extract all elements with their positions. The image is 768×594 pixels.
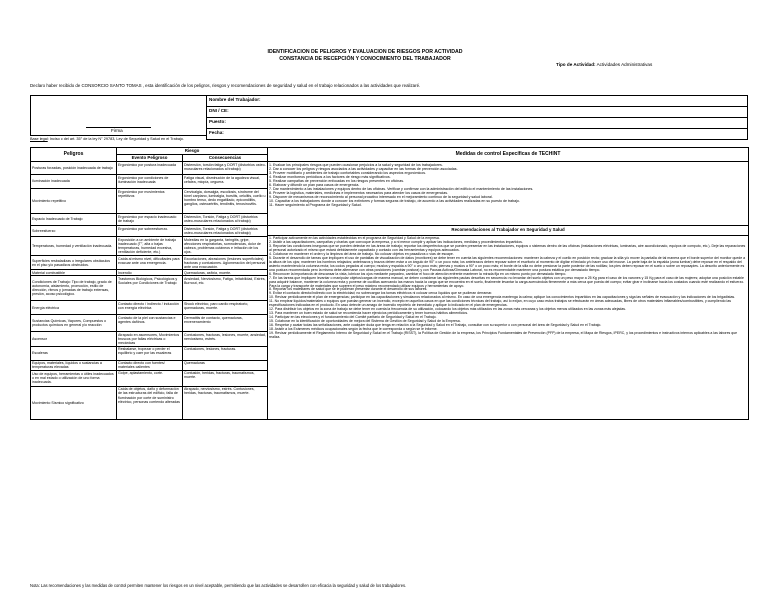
consecuencia-cell: Fatiga visual, disminución de la agudeza visual, cefalea, miopía, ceguera. [183,175,268,189]
activity-type [556,62,652,67]
peligro-cell: Superficies resbaladizas o irregulares obstáculos en el piso y/o pasadizos obstruidos. [31,256,117,270]
consecuencia-cell: Distensión, torsión fatiga y DORT (disturbios osteo-musculares relacionados al trabajo) [183,162,268,175]
peligro-cell: Espacio Inadecuado de Trabajo [31,214,117,226]
consecuencia-cell: Contusión, heridas, fracturas, traumatismos, muerte. [183,370,268,386]
recomendacion-item: 3. Reportar las condiciones inseguras que se pueden detectar en las áreas de trabajo; reportar los desperfectos que se pueden presentar en las instalaciones, equipos o sistemas dentro de las oficinas (instalaciones eléctricas, luminarias, aire acondicionado, equipos de computo, etc.). Deje las reparaciones al personal autorizado el mismo que estará debidamente capacitado y contado con las herramientas y equipos adecuados. [269,244,746,252]
recomendacion-item: 14. Participar en las elecciones y el funcionamiento del Comité paritario de Seguridad y Salud en el Trabajo. [269,315,437,320]
recomendacion-item: 5. Durante el desarrollo de tareas que impliquen el uso de pantallas de visualización de datos (monitores) se debe tener en cuenta las siguientes recomendaciones: mantener la cabeza y el cuello en posición recta; graduar la silla y/o mover la pantalla de tal manera que el borde superior del monitor quede a la altura de los ojos; mantener los hombros relajados; antebrazos y brazos deben estar a un ángulo de 90° o un poco más; los antebrazos deben reposar sobre el escritorio al momento de digitar el teclado y/o hacer uso del mouse. La parte baja de la espalda (zona lumbar) debe reposar en el respaldo del asiento manteniendo la columna recta; los codos pegados al cuerpo; muslos y espalda a 90° o un poco más; piernas y muslos a 90° o un poco más; el borde de la silla no debe presionar la parte posterior de las rodillas; los pies deben reposar en el suelo o sobre un reposapies. La descrito anteriormente es una postura recomendada pero la misma debe alternarse con otras posiciones (cambiar postura) y con Pausas Activas/Gimnasia Laboral, no es recomendable mantener una postura estática por demasiado tiempo. [269,255,746,272]
medida-item: 7. Dar mantenimiento a las instalaciones y equipos dentro de las oficinas. Verificar y confirmar con la administración del edificio el mantenimiento de las instalaciones. [269,187,534,192]
consecuencia-cell: Contusiones, lesiones, fracturas. [183,346,268,360]
medida-item: 3. Proveer mobiliario y ambientes de trabajo confortables considerando los aspectos ergonómicos. [269,170,427,175]
peligro-cell: Equipos, materiales, líquidos o sustancias a temperaturas elevadas [31,360,117,370]
evento-cell: Ergonómico por movimientos repetitivos [117,189,183,214]
base-legal [30,137,184,141]
recomendacion-item: 4. Colaborar en mantener el orden y la limpieza del área de trabajo. No colocar objetos en pasadizos o vías de escape. [269,251,454,256]
evento-cell: Ergonómico por postura inadecuada [117,162,183,175]
peligro-cell: Movimiento Sísmico significativo [31,386,117,419]
recomendacion-item: 9. Evitar el contacto directo/indirecto con la electricidad; no sobrecargar los tomas eléctricos ni colocar cerca líquidos que se pudieran derramar. [269,291,493,296]
worker-dni-field[interactable] [207,107,748,118]
base-legal-text: : Inciso c del art. 35° de la ley N° 29783, Ley de Seguridad y Salud en el Trabajo. [47,137,184,141]
peligro-cell: Movimiento repetitivo [31,189,117,214]
recomendaciones-title: Recomendaciones al Trabajador en Seguridad y Salud [268,226,748,236]
consecuencia-cell: Ansiedad, Nerviosismo, Fatiga, Irritabilidad, Estrés, Burnout, etc. [183,276,268,301]
peligro-cell: Material combustible [31,270,117,276]
recomendacion-item: 8. Reportar los malestares de salud que se le pudieran presentar durante el desarrollo de sus labores. [269,287,428,292]
evento-cell: Ergonómico por espacio inadecuado de trabajo [117,214,183,226]
footer-note: Nota: Las recomendaciones y las medidas de control permiten mantener los riesgos en un nivel aceptable, permitiendo que las actividades se desarrollen con eficacia la seguridad y salud de los trabajadores. [30,583,407,588]
evento-cell: Golpe, aplastamiento, corte. [117,370,183,386]
header-evento: Evento Peligroso [117,155,183,162]
consecuencia-cell: Molestias en la garganta, faringitis, gripe, afecciones respiratorias, somnolencias, dolor de cabeza, problemas cutáneos e irritación de los ojos. [183,237,268,256]
peligro-cell: Ascensor [31,332,117,346]
peligro-cell: Energía eléctrica [31,301,117,315]
evento-cell: Atrapado en ascensores, Movimientos bruscos por fallas eléctricas o mecánicas [117,332,183,346]
consecuencia-cell: Distensión, Torsión, Fatiga y DORT (disturbios osteo-musculares relacionados al trabajo) [183,214,268,226]
evento-cell: Ergonómico por sobreesfuerzo. [117,226,183,237]
medida-item: 4. Realizar monitoreos periódicos a los factores de riesgo más significativos. [269,174,391,179]
medida-item: 8. Proveer la logística, materiales, medicinas e implementos necesarios para atender los casos de emergencias. [269,191,448,196]
header-riesgo: Riesgo [117,148,268,155]
peligro-cell: Posturas forzadas, posición inadecuada de trabajo [31,162,117,175]
recomendacion-item: 19. Revisar periódicamente el Reglamento Interno de Seguridad y Salud en el Trabajo (RISST), la Política de Gestión de la empresa, los Principios Fundamentales de Prevención (PFP) de la empresa, el Mapa de Riesgos, IPERC, y los procedimientos e instructivos internos aplicables a las labores que realiza. [269,330,738,339]
consecuencia-cell: Dermatitis de contacto, quemaduras, envenenamiento [183,315,268,332]
consecuencia-cell: Excoriaciones, abrasiones (lesiones superficiales) fracturas y contusiones. Aglomeración del personal ante una evacuación. [183,256,268,270]
risk-table [30,147,749,420]
evento-cell: Caída de objetos, daño y deformación de las estructuras del edificio, falla de fluminación por corte de suministro eléctrico, personas corriendo alteradas [117,386,183,419]
medida-item: 2. Dar a conocer los peligros y riesgos asociados a las actividades y capacitar en las formas de prevención asociadas. [269,166,458,171]
worker-date-label: Fecha: [209,130,224,135]
recomendacion-item: 12. Para distribuir los objetos en la zona de trabajo se debe tener en cuenta la frecuencia de su utilización, colocando los objetos más utilizados en las zonas más cercanas y los objetos menos utilizados en las zonas más alejadas. [269,307,627,312]
medida-item: 10. Capacitar a los trabajadores donde a conocer los extintores y formas seguras de trabajo, de acuerdo a las actividades realizadas en su puesto de trabajo. [269,199,520,204]
worker-dni-label: DNI / CE: [209,108,229,113]
evento-cell: Incendio [117,270,183,276]
evento-cell: Trastornos Biológicos, Psicológicos y Sociales por Condiciones de Trabajo [117,276,183,301]
recomendacion-item: 6. Reconocer la importancia de descansar la vista, lubricar los ojos mediante parpadeo, cambiar el foco de atención enfrente mantener la mirada fija en un mismo punto por demasiado tiempo. [269,271,567,276]
peligro-cell: Temperaturas, humedad y ventilación inadecuada. [31,237,117,256]
consecuencia-cell: Quemaduras [183,360,268,370]
activity-value: Actividades Administrativas [596,62,653,67]
document-subtitle: CONSTANCIA DE RECEPCIÓN Y CONOCIMIENTO DEL TRABAJADOR [279,56,451,62]
recomendaciones-cell [268,226,749,420]
medida-item: 6. Elaborar y difundir un plan para casos de emergencia. [269,182,360,187]
recomendacion-item: 10. Revisar periódicamente el plan de emergencias; participar en las capacitaciones y simulacros relacionados al mismo. En caso de una emergencia mantenga la calma; aplique los conocimientos impartidos en las capacitaciones y siga las señales de evacuación y las indicaciones de los brigadistas. [269,295,736,300]
peligro-cell: Iluminación inadecuada [31,175,117,189]
medida-item: 11. Hacer seguimiento al Programa de Seguridad y Salud. [269,203,362,208]
peligro-cell: Uso de equipos, herramientas o útiles inadecuados o en mal estado o utilización de uno forma inadecuada. [31,370,117,386]
evento-cell: Contacto directo con fuentes/ materiales calientes [117,360,183,370]
peligro-cell: Condiciones de Trabajo: Tipo de trabajo, grado de autonomía, aislamiento, promoción, estilo de dirección, ritmos y jornadas de trabajo extensas, presión, acoso psicológico. [31,276,117,301]
recomendacion-item: 11. No emplear líquidos/materiales o equipos que puedan generar un incendio, excepto en aquellos casos en que las condiciones técnicas del trabajo, así lo exijan, en cuyo caso estos trabajos se efectuarán en áreas adecuadas, libres de otros materiales inflamables/combustibles, y cumpliendo las especificaciones indicadas en el producto. En caso detecte un amago de incendio repórtelo de inmediato y aplique lo indicado en el plan de emergencias. [269,299,732,308]
evento-cell: Caída al mismo nivel, dificultades para evacuar ante una emergencia. [117,256,183,270]
consecuencia-cell: Contusiones, fracturas, lesiones, muerte, ansiedad, nerviosismo, estrés. [183,332,268,346]
header-consecuencias: Consecuencias [183,155,268,162]
worker-name-label: Nombre del Trabajador: [209,97,261,102]
recomendacion-item: 15. Colaborar en la identificación de oportunidades de mejora del Sistema de Gestión de Seguridad y Salud de la Empresa. [269,319,461,324]
declaration-text: Declaro haber recibido de CONSORCIO SANTO TOMAS , esta identificación de los peligros, riesgos y recomendaciones de seguridad y salud en el trabajo relacionados a las actividades que realizaré. [30,83,421,88]
peligro-cell: Sobreesfuerzo [31,226,117,237]
base-legal-link[interactable]: Base legal [30,137,48,141]
worker-position-label: Puesto: [209,119,226,124]
document-title: IDENTIFICACION DE PELIGROS Y EVALUACION DE RIESGOS POR ACTIVIDAD [267,49,463,55]
worker-name-field[interactable] [207,96,748,107]
medida-item: 1. Evaluar los principales riesgos que pueden ocasionar perjuicios a la salud y seguridad de los trabajadores. [269,162,443,167]
worker-data-table [206,95,748,140]
header-medidas: Medidas de control Específicas de TECHINT [268,148,749,162]
consecuencia-cell: Cervicalgia, dorsalgia, escoliosis, síndrome del túnel carpiano, lumbalgia, bursitis, celulitis, cuello u hombro tenso, dedo engatillado, epicondilitis, ganglios, osteoartritis, tendinitis, tenosinovitis. [183,189,268,214]
peligro-cell: Sustancias Químicas, Vapores, Compuestos o productos químicos en general y/o reacción [31,315,117,332]
recomendacion-item: 13. Para mantener un buen estado de salud se recomienda hacer ejercicios periódicamente y tener buenos hábitos alimenticios. [269,311,469,316]
consecuencia-cell: Shock eléctrico, paro cardio respiratorio, quemaduras, muerte. [183,301,268,315]
table-row [31,226,749,237]
medidas-cell [268,162,749,226]
evento-cell: Ergonómico por condiciones de iluminación inadecuada [117,175,183,189]
consecuencia-cell: Quemaduras, asfixia, muerte. [183,270,268,276]
peligro-cell: Escaleras [31,346,117,360]
evento-cell: Resbalarse, tropezar o perder el equilibrio y caer por las escaleras [117,346,183,360]
firma-label: Firma [111,128,123,133]
signature-box [30,95,207,136]
consecuencia-cell: Distensión, Torsión, Fatiga y DORT (disturbios osteo-musculares relacionados al trabajo) [183,226,268,237]
medida-item: 9. Disponer de mecanismos de reconocimiento al personal proactivo interesado en el mejoramiento continuo de la seguridad y salud laboral. [269,195,493,200]
recomendacion-item: 16. Respetar y acatar todas las señalizaciones, ante cualquier duda que tenga en relación a la Seguridad y Salud en el Trabajo, consultar con su superior o con personal del área de Seguridad y Salud en el Trabajo. [269,323,602,328]
evento-cell: Exposición a un ambiente de trabajo inadecuado (T°, alta o bajas temperaturas, humedad excesiva, ventilación deficiente, etc.) [117,237,183,256]
medida-item: 5. Realizar campañas de prevención enfocadas en los riesgos presentes en oficinas. [269,178,405,183]
table-row [31,162,749,175]
worker-position-field[interactable] [207,118,748,129]
header-peligros: Peligros [31,148,117,162]
recomendacion-item: 2. Asistir a las capacitaciones, campañas y charlas que convoque la empresa, y a ni menor cumplir y aplicar las indicaciones, medidas y procedimientos impartidos. [269,240,523,245]
consecuencia-cell: Atrapado, nerviosismo, estrés. Contusiones, heridas, fracturas, traumatismos, muerte. [183,386,268,419]
worker-date-field[interactable] [207,129,748,140]
recomendacion-item: 7. En las tareas que impliquen levantar o manipular objetos/cargas de manera manual, se deben considerar las siguientes pautas descritas en secuencia: no levantar del suelo objetos con un peso mayor a 25 Kg para el caso de los varones y 15 Kg para el caso de las mujeres; adoptar una posición estable para adquirir balance, mantener la columna recta y ponerse de cuclillas acercando las manos hacia la carga que se encuentra en el suelo, finalmente levantar la carga acercándola firmemente a más cerca que pueda del cuerpo; evitar girar e inclinarse hacia los costados cuando esté realizando el esfuerzo. Para la carga y transporte de materiales que superen el peso máximo recomendado utilizar equipos y herramientas de apoyo. [269,275,745,288]
evento-cell: Contacto de la piel con sustancias e agentes dañinos. [117,315,183,332]
recomendacion-item: 1. Participar activamente en las actividades establecidas en el programa de Seguridad y Salud de la empresa. [269,236,440,241]
evento-cell: Contacto directo / indirecto / inducción con energía eléctrica [117,301,183,315]
activity-label: Tipo de Actividad: [556,62,596,67]
recomendacion-item: 18. Asistir a los Exámenes médicos ocupacionales según la fecha que le corresponda o según se le informe. [269,327,438,332]
